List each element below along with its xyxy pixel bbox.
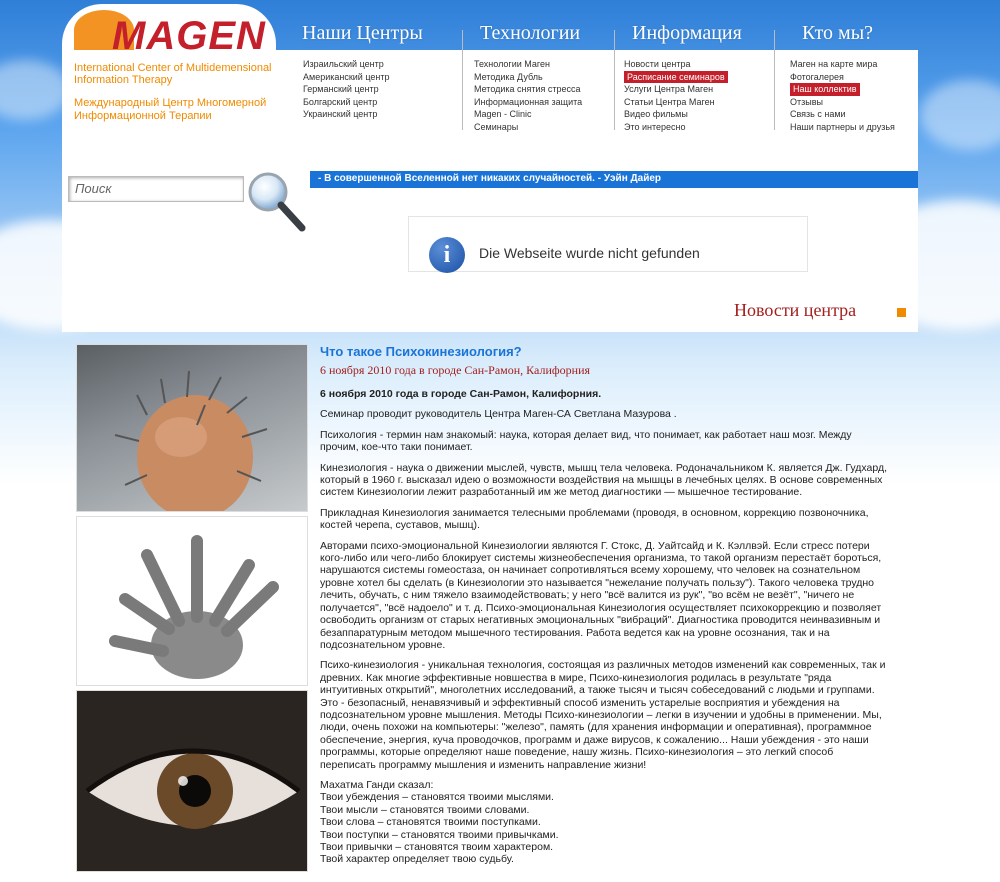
- article-paragraph: Авторами психо-эмоциональной Кинезиологии являются Г. Стокс, Д. Уайтсайд и К. Кэллвэй. Если стресс потери кого-либо или чего-либо блокирует системы жизнеобеспечения организма, то такой организм перестаёт бороться, нарушаются системы гомеостаза, он начинает сопротивляться всему хорошему, что человек на сознательном уровне хотел бы сделать (в Кинезиологии это называется "нежелание получать пользу"). Такого человека трудно лечить, обучать, с ним тяжело взаимодействовать; у него "всё валится из рук", "во всём не везёт", "ничего не получается", "всё надоело" и т. д. Психо-эмоциональная Кинезиология осуществляет психокоррекцию и позволяет освободить организм от старых негативных эмоциональных "вибраций". Диагностика проводится неинвазивным и безаппаратурным методом мышечного тестирования. Работа ведется как на уровне осознания, так и на подсознательном уровне.: [320, 539, 882, 651]
- section-bullet-icon: [897, 308, 906, 317]
- article-paragraph: Психо-кинезиология - уникальная технология, состоящая из различных методов изменений как современных, так и древних. Как многие эффективные новшества в мире, Психо-кинезиология родилась в результате "ряда интуитивных открытий", многолетних исследований, а также тысяч и тысяч собеседований с людьми и группами. Это - безопасный, ненавязчивый и эффективный способ изменить устарелые восприятия и убеждения на подсознательном уровне мышления. Методы Психо-кинезиологии – легки в изучении и удобны в применении. Мы, люди, очень похожи на компьютеры: "железо", память (для хранения информации и оперативная), программное обеспечение, энергия, куча проводочков, программ и даже вирусов, к сожалению... Наши убеждения - это наши программы, которые определяют наше поведение, нашу жизнь. Психо-кинезиология – это легкий способ переписать программу мышления и изменить направление жизни!: [320, 659, 886, 771]
- nav-link[interactable]: Magen - Clinic: [474, 109, 532, 120]
- nav-divider: [774, 30, 775, 130]
- nav-link[interactable]: Болгарский центр: [303, 96, 378, 107]
- section-title: Новости центра: [734, 300, 857, 320]
- nav-link[interactable]: Видео фильмы: [624, 109, 688, 120]
- quote-line: Твои поступки – становятся твоими привычками.: [320, 828, 559, 841]
- search-input[interactable]: Поиск: [68, 176, 244, 202]
- photo-head-with-nails: [76, 344, 308, 512]
- article-title[interactable]: Что такое Психокинезиология?: [320, 344, 522, 359]
- nav-column-technologies: [474, 58, 582, 134]
- nav-heading-technologies[interactable]: Технологии: [480, 22, 581, 44]
- nav-column-about: [790, 58, 895, 134]
- quote-line: Твой характер определяет твою судьбу.: [320, 853, 514, 866]
- nav-heading-information[interactable]: Информация: [632, 22, 742, 44]
- nav-link[interactable]: Статьи Центра Маген: [624, 96, 715, 107]
- nav-divider: [614, 30, 615, 130]
- cloud-decoration: [0, 60, 70, 120]
- article-paragraph: Прикладная Кинезиология занимается телесными проблемами (проводя, в основном, коррекцию позвоночника, костей черепа, суставов, мышц).: [320, 506, 869, 532]
- cloud-decoration: [920, 80, 1000, 150]
- nav-heading-about[interactable]: Кто мы?: [802, 22, 874, 44]
- photo-eye-closeup: [76, 690, 308, 872]
- tagline-russian: Международный Центр Многомерной Информационной Терапии: [74, 97, 267, 122]
- nav-link[interactable]: Семинары: [474, 121, 519, 132]
- nav-link[interactable]: Методика снятия стресса: [474, 84, 581, 95]
- search-magnifier-icon[interactable]: [244, 170, 308, 234]
- article-paragraph: Психология - термин нам знакомый: наука, которая делает вид, что понимает, как работает наш мозг. Между прочим, кое-что таки понимает.: [320, 428, 852, 454]
- nav-column-centers: [303, 58, 390, 121]
- quote-ticker: - В совершенной Вселенной нет никаких случайностей. - Уэйн Дайер: [310, 171, 918, 188]
- embedded-frame-error: [408, 216, 808, 272]
- nav-link[interactable]: Украинский центр: [303, 109, 378, 120]
- nav-link[interactable]: Технологии Маген: [474, 59, 550, 69]
- nav-link[interactable]: Фотогалерея: [790, 71, 844, 82]
- nav-link[interactable]: Американский центр: [303, 71, 390, 82]
- nav-link[interactable]: Израильский центр: [303, 59, 384, 69]
- nav-link[interactable]: Методика Дубль: [474, 71, 543, 82]
- quote-intro: Махатма Ганди сказал:: [320, 778, 434, 791]
- news-article: [320, 344, 890, 866]
- nav-link[interactable]: Маген на карте мира: [790, 59, 878, 69]
- nav-link[interactable]: Услуги Центра Маген: [624, 84, 714, 95]
- nav-link[interactable]: Германский центр: [303, 84, 379, 95]
- nav-link[interactable]: Наши партнеры и друзья: [790, 121, 895, 132]
- photo-hand-gestures: [76, 516, 308, 686]
- error-message: Die Webseite wurde nicht gefunden: [479, 245, 700, 261]
- nav-link[interactable]: Информационная защита: [474, 96, 583, 107]
- article-subtitle: 6 ноября 2010 года в городе Сан-Рамон, Калифорния: [320, 363, 591, 377]
- nav-link[interactable]: Связь с нами: [790, 109, 846, 120]
- site-logo[interactable]: MAGEN: [112, 14, 266, 58]
- info-icon: i: [429, 237, 465, 273]
- quote-block: [320, 779, 890, 866]
- nav-link-highlighted[interactable]: Расписание семинаров: [624, 71, 728, 84]
- nav-link[interactable]: Это интересно: [624, 121, 686, 132]
- quote-line: Твои слова – становятся твоими поступками.: [320, 816, 541, 829]
- nav-link[interactable]: Отзывы: [790, 96, 823, 107]
- article-paragraph: Кинезиология - наука о движении мыслей, чувств, мышц тела человека. Родоначальником К. является Дж. Гудхард, который в 1960 г. высказал идею о возможности воздействия на мышцы в лечебных целях. В основе современных систем Кинезиологии лежит разработанный им же метод диагностики — мышечное тестирование.: [320, 461, 888, 499]
- tagline-english: International Center of Multidemensional Information Therapy: [74, 62, 272, 86]
- article-paragraph: 6 ноября 2010 года в городе Сан-Рамон, Калифорния.: [320, 388, 602, 400]
- nav-divider: [462, 30, 463, 130]
- quote-line: Твои убеждения – становятся твоими мыслями.: [320, 791, 554, 804]
- nav-column-information: [624, 58, 728, 134]
- nav-heading-centers[interactable]: Наши Центры: [302, 22, 423, 44]
- nav-link-highlighted[interactable]: Наш коллектив: [790, 83, 860, 96]
- quote-line: Твои мысли – становятся твоими словами.: [320, 803, 530, 816]
- article-paragraph: Семинар проводит руководитель Центра Маген-СА Светлана Мазурова .: [320, 408, 677, 421]
- quote-line: Твои привычки – становятся твоим характером.: [320, 841, 554, 853]
- nav-link[interactable]: Новости центра: [624, 59, 691, 69]
